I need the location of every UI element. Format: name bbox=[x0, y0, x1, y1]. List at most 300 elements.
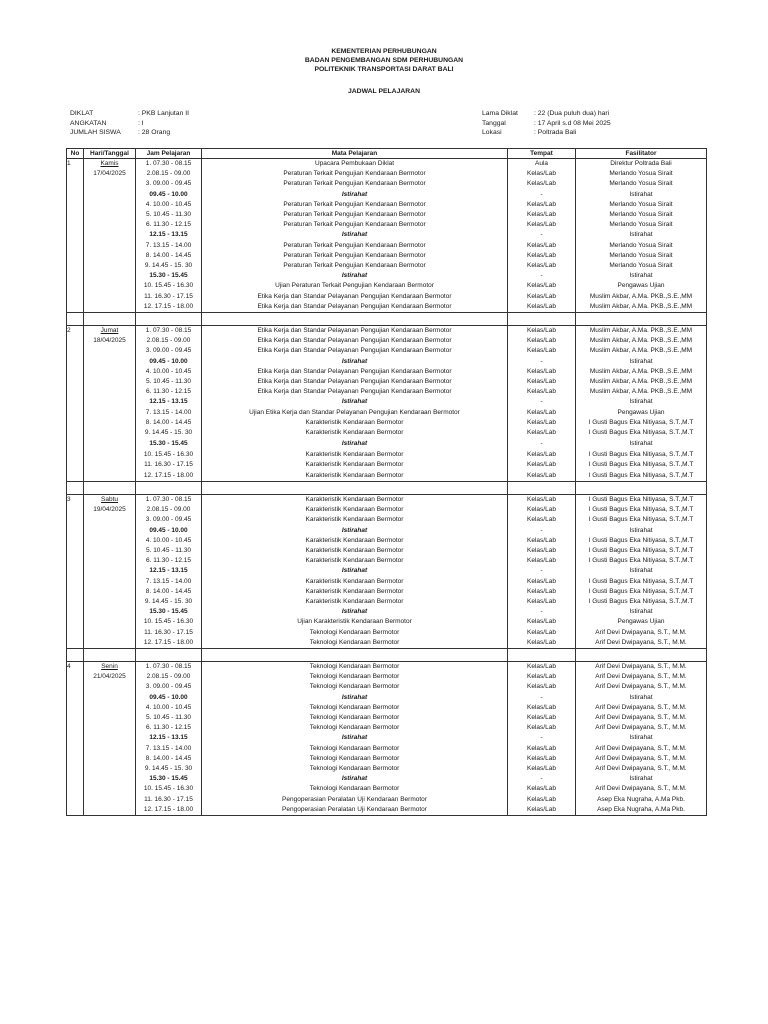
table-row bbox=[67, 713, 707, 723]
place-cell: - bbox=[508, 190, 576, 200]
facilitator-cell: Arif Devi Dwipayana, S.T., M.M. bbox=[576, 638, 707, 649]
table-row bbox=[67, 723, 707, 733]
table-row bbox=[67, 661, 707, 672]
time-cell: 7. 13.15 - 14.00 bbox=[136, 577, 202, 587]
day-number-cell bbox=[67, 744, 84, 754]
subject-cell: Teknologi Kendaraan Bermotor bbox=[202, 682, 508, 692]
table-row bbox=[67, 607, 707, 617]
day-number-cell bbox=[67, 693, 84, 703]
document-title: JADWAL PELAJARAN bbox=[347, 88, 420, 95]
day-number-cell: 1 bbox=[67, 159, 84, 170]
table-row bbox=[67, 733, 707, 743]
day-number-cell: 2 bbox=[67, 326, 84, 337]
day-date-cell bbox=[84, 190, 136, 200]
time-cell: 11. 16.30 - 17.15 bbox=[136, 292, 202, 302]
place-cell: Kelas/Lab bbox=[508, 672, 576, 682]
spacer-cell bbox=[508, 313, 576, 326]
table-row bbox=[67, 805, 707, 816]
place-cell: - bbox=[508, 357, 576, 367]
subject-cell: Karakteristik Kendaraan Bermotor bbox=[202, 556, 508, 566]
subject-cell: Teknologi Kendaraan Bermotor bbox=[202, 784, 508, 794]
day-date-cell bbox=[84, 450, 136, 460]
subject-cell: Istirahat bbox=[202, 271, 508, 281]
day-date-cell bbox=[84, 302, 136, 313]
facilitator-cell: I Gusti Bagus Eka Nitiyasa, S.T.,M.T bbox=[576, 505, 707, 515]
facilitator-cell: I Gusti Bagus Eka Nitiyasa, S.T.,M.T bbox=[576, 597, 707, 607]
day-date-cell bbox=[84, 220, 136, 230]
table-row bbox=[67, 438, 707, 450]
time-cell: 12.15 - 13.15 bbox=[136, 566, 202, 576]
table-row bbox=[67, 397, 707, 407]
subject-cell: Istirahat bbox=[202, 607, 508, 617]
day-date-cell bbox=[84, 764, 136, 774]
place-cell: Kelas/Lab bbox=[508, 210, 576, 220]
time-cell: 10. 15.45 - 16.30 bbox=[136, 281, 202, 291]
time-cell: 5. 10.45 - 11.30 bbox=[136, 713, 202, 723]
facilitator-cell: Istirahat bbox=[576, 190, 707, 200]
subject-cell: Istirahat bbox=[202, 693, 508, 703]
time-cell: 8. 14.00 - 14.45 bbox=[136, 754, 202, 764]
day-name: Jumat bbox=[100, 327, 119, 335]
meta-value: : Poltrada Bali bbox=[534, 129, 577, 136]
day-date-cell: 19/04/2025 bbox=[84, 505, 136, 515]
day-date-cell bbox=[84, 281, 136, 291]
place-cell: - bbox=[508, 607, 576, 617]
facilitator-cell: Muslim Akbar, A.Ma. PKB.,S.E.,MM bbox=[576, 326, 707, 337]
subject-cell: Karakteristik Kendaraan Bermotor bbox=[202, 418, 508, 428]
time-cell: 6. 11.30 - 12.15 bbox=[136, 556, 202, 566]
meta-label: JUMLAH SISWA bbox=[70, 129, 121, 136]
subject-cell: Teknologi Kendaraan Bermotor bbox=[202, 744, 508, 754]
time-cell: 6. 11.30 - 12.15 bbox=[136, 387, 202, 397]
place-cell: Kelas/Lab bbox=[508, 408, 576, 418]
column-header-subject: Mata Pelajaran bbox=[202, 149, 508, 159]
subject-cell: Etika Kerja dan Standar Pelayanan Pengujian Kendaraan Bermotor bbox=[202, 326, 508, 337]
day-number-cell: 4 bbox=[67, 661, 84, 672]
place-cell: Kelas/Lab bbox=[508, 795, 576, 805]
place-cell: Kelas/Lab bbox=[508, 471, 576, 482]
time-cell: 3. 09.00 - 09.45 bbox=[136, 346, 202, 356]
subject-cell: Karakteristik Kendaraan Bermotor bbox=[202, 546, 508, 556]
time-cell: 9. 14.45 - 15. 30 bbox=[136, 597, 202, 607]
day-date-cell bbox=[84, 661, 136, 672]
table-row bbox=[67, 230, 707, 240]
time-cell: 7. 13.15 - 14.00 bbox=[136, 744, 202, 754]
day-spacer-row bbox=[67, 313, 707, 326]
table-row bbox=[67, 784, 707, 794]
day-number-cell bbox=[67, 346, 84, 356]
place-cell: Kelas/Lab bbox=[508, 450, 576, 460]
spacer-cell bbox=[576, 648, 707, 661]
day-date-cell bbox=[84, 261, 136, 271]
day-date-cell bbox=[84, 326, 136, 337]
day-number-cell bbox=[67, 357, 84, 367]
day-number-cell bbox=[67, 546, 84, 556]
time-cell: 12. 17.15 - 18.00 bbox=[136, 638, 202, 649]
table-row bbox=[67, 292, 707, 302]
day-date-cell bbox=[84, 377, 136, 387]
spacer-cell bbox=[136, 313, 202, 326]
facilitator-cell: Istirahat bbox=[576, 693, 707, 703]
place-cell: Kelas/Lab bbox=[508, 805, 576, 816]
facilitator-cell: I Gusti Bagus Eka Nitiyasa, S.T.,M.T bbox=[576, 450, 707, 460]
time-cell: 6. 11.30 - 12.15 bbox=[136, 723, 202, 733]
day-date-cell bbox=[84, 408, 136, 418]
table-row bbox=[67, 754, 707, 764]
day-date-cell bbox=[84, 179, 136, 189]
day-number-cell bbox=[67, 367, 84, 377]
time-cell: 09.45 - 10.00 bbox=[136, 693, 202, 703]
place-cell: Kelas/Lab bbox=[508, 577, 576, 587]
meta-label: Lama Diklat bbox=[482, 110, 518, 117]
place-cell: Kelas/Lab bbox=[508, 703, 576, 713]
place-cell: Kelas/Lab bbox=[508, 302, 576, 313]
meta-label: ANGKATAN bbox=[70, 119, 107, 127]
subject-cell: Karakteristik Kendaraan Bermotor bbox=[202, 505, 508, 515]
subject-cell: Karakteristik Kendaraan Bermotor bbox=[202, 450, 508, 460]
place-cell: Kelas/Lab bbox=[508, 494, 576, 505]
place-cell: Kelas/Lab bbox=[508, 587, 576, 597]
day-date-cell bbox=[84, 271, 136, 281]
time-cell: 1. 07.30 - 08.15 bbox=[136, 159, 202, 170]
place-cell: Kelas/Lab bbox=[508, 169, 576, 179]
day-date-cell bbox=[84, 638, 136, 649]
facilitator-cell: Pengawas Ujian bbox=[576, 408, 707, 418]
subject-cell: Peraturan Terkait Pengujian Kendaraan Bermotor bbox=[202, 261, 508, 271]
place-cell: Kelas/Lab bbox=[508, 326, 576, 337]
place-cell: Kelas/Lab bbox=[508, 628, 576, 638]
subject-cell: Istirahat bbox=[202, 774, 508, 784]
column-header-day: Hari/Tanggal bbox=[84, 149, 136, 159]
facilitator-cell: Pengawas Ujian bbox=[576, 617, 707, 627]
time-cell: 8. 14.00 - 14.45 bbox=[136, 418, 202, 428]
table-row bbox=[67, 587, 707, 597]
place-cell: Kelas/Lab bbox=[508, 367, 576, 377]
time-cell: 12. 17.15 - 18.00 bbox=[136, 471, 202, 482]
subject-cell: Teknologi Kendaraan Bermotor bbox=[202, 764, 508, 774]
day-date-cell bbox=[84, 805, 136, 816]
place-cell: Kelas/Lab bbox=[508, 261, 576, 271]
table-row bbox=[67, 450, 707, 460]
spacer-cell bbox=[202, 481, 508, 494]
day-number-cell bbox=[67, 733, 84, 743]
time-cell: 1. 07.30 - 08.15 bbox=[136, 494, 202, 505]
day-number-cell bbox=[67, 241, 84, 251]
spacer-cell bbox=[136, 481, 202, 494]
spacer-cell bbox=[84, 313, 136, 326]
table-row bbox=[67, 159, 707, 170]
subject-cell: Karakteristik Kendaraan Bermotor bbox=[202, 587, 508, 597]
day-date-cell bbox=[84, 556, 136, 566]
place-cell: Kelas/Lab bbox=[508, 505, 576, 515]
day-date-cell bbox=[84, 546, 136, 556]
time-cell: 4. 10.00 - 10.45 bbox=[136, 200, 202, 210]
table-row bbox=[67, 200, 707, 210]
day-date-cell bbox=[84, 159, 136, 170]
facilitator-cell: I Gusti Bagus Eka Nitiyasa, S.T.,M.T bbox=[576, 556, 707, 566]
subject-cell: Ujian Peraturan Terkait Pengujian Kendaraan Bermotor bbox=[202, 281, 508, 291]
day-number-cell bbox=[67, 220, 84, 230]
day-number-cell bbox=[67, 418, 84, 428]
facilitator-cell: Merlando Yosua Sirait bbox=[576, 261, 707, 271]
table-row bbox=[67, 672, 707, 682]
day-number-cell bbox=[67, 556, 84, 566]
day-date-cell bbox=[84, 587, 136, 597]
place-cell: - bbox=[508, 271, 576, 281]
day-date-cell bbox=[84, 200, 136, 210]
subject-cell: Ujian Etika Kerja dan Standar Pelayanan Pengujian Kendaraan Bermotor bbox=[202, 408, 508, 418]
table-row bbox=[67, 693, 707, 703]
table-row bbox=[67, 336, 707, 346]
subject-cell: Teknologi Kendaraan Bermotor bbox=[202, 672, 508, 682]
facilitator-cell: Muslim Akbar, A.Ma. PKB.,S.E.,MM bbox=[576, 377, 707, 387]
day-number-cell bbox=[67, 302, 84, 313]
subject-cell: Istirahat bbox=[202, 397, 508, 407]
day-number-cell bbox=[67, 628, 84, 638]
table-row bbox=[67, 190, 707, 200]
time-cell: 9. 14.45 - 15. 30 bbox=[136, 764, 202, 774]
facilitator-cell: I Gusti Bagus Eka Nitiyasa, S.T.,M.T bbox=[576, 577, 707, 587]
place-cell: Kelas/Lab bbox=[508, 460, 576, 470]
place-cell: Kelas/Lab bbox=[508, 200, 576, 210]
facilitator-cell: Muslim Akbar, A.Ma. PKB.,S.E.,MM bbox=[576, 292, 707, 302]
facilitator-cell: Arif Devi Dwipayana, S.T., M.M. bbox=[576, 703, 707, 713]
table-row bbox=[67, 546, 707, 556]
meta-value: : 22 (Dua puluh dua) hari bbox=[534, 110, 610, 117]
spacer-cell bbox=[202, 313, 508, 326]
place-cell: Kelas/Lab bbox=[508, 251, 576, 261]
facilitator-cell: Arif Devi Dwipayana, S.T., M.M. bbox=[576, 784, 707, 794]
facilitator-cell: Arif Devi Dwipayana, S.T., M.M. bbox=[576, 744, 707, 754]
day-number-cell bbox=[67, 336, 84, 346]
day-date-cell bbox=[84, 241, 136, 251]
time-cell: 15.30 - 15.45 bbox=[136, 774, 202, 784]
table-row bbox=[67, 220, 707, 230]
table-row bbox=[67, 526, 707, 536]
day-number-cell bbox=[67, 471, 84, 482]
time-cell: 3. 09.00 - 09.45 bbox=[136, 179, 202, 189]
facilitator-cell: Muslim Akbar, A.Ma. PKB.,S.E.,MM bbox=[576, 346, 707, 356]
table-row bbox=[67, 577, 707, 587]
day-date-cell bbox=[84, 346, 136, 356]
subject-cell: Etika Kerja dan Standar Pelayanan Pengujian Kendaraan Bermotor bbox=[202, 346, 508, 356]
column-header-facilitator: Fasilitator bbox=[576, 149, 707, 159]
time-cell: 4. 10.00 - 10.45 bbox=[136, 367, 202, 377]
day-name: Sabtu bbox=[101, 495, 118, 503]
table-row bbox=[67, 764, 707, 774]
time-cell: 2.08.15 - 09.00 bbox=[136, 505, 202, 515]
day-number-cell bbox=[67, 597, 84, 607]
subject-cell: Peraturan Terkait Pengujian Kendaraan Bermotor bbox=[202, 220, 508, 230]
day-date-cell bbox=[84, 628, 136, 638]
day-number-cell bbox=[67, 179, 84, 189]
table-row bbox=[67, 617, 707, 627]
subject-cell: Etika Kerja dan Standar Pelayanan Pengujian Kendaraan Bermotor bbox=[202, 302, 508, 313]
table-row bbox=[67, 682, 707, 692]
day-date-cell bbox=[84, 460, 136, 470]
facilitator-cell: Istirahat bbox=[576, 607, 707, 617]
subject-cell: Etika Kerja dan Standar Pelayanan Pengujian Kendaraan Bermotor bbox=[202, 292, 508, 302]
day-date-cell bbox=[84, 713, 136, 723]
table-row bbox=[67, 387, 707, 397]
table-row bbox=[67, 179, 707, 189]
facilitator-cell: Arif Devi Dwipayana, S.T., M.M. bbox=[576, 682, 707, 692]
place-cell: Kelas/Lab bbox=[508, 281, 576, 291]
place-cell: Kelas/Lab bbox=[508, 661, 576, 672]
place-cell: Kelas/Lab bbox=[508, 346, 576, 356]
place-cell: Kelas/Lab bbox=[508, 515, 576, 525]
facilitator-cell: Istirahat bbox=[576, 357, 707, 367]
time-cell: 12.15 - 13.15 bbox=[136, 230, 202, 240]
place-cell: - bbox=[508, 397, 576, 407]
facilitator-cell: I Gusti Bagus Eka Nitiyasa, S.T.,M.T bbox=[576, 428, 707, 438]
place-cell: Aula bbox=[508, 159, 576, 170]
day-number-cell bbox=[67, 795, 84, 805]
subject-cell: Istirahat bbox=[202, 190, 508, 200]
time-cell: 12.15 - 13.15 bbox=[136, 733, 202, 743]
day-date-cell bbox=[84, 744, 136, 754]
day-number-cell bbox=[67, 713, 84, 723]
subject-cell: Etika Kerja dan Standar Pelayanan Pengujian Kendaraan Bermotor bbox=[202, 377, 508, 387]
day-date-cell bbox=[84, 526, 136, 536]
spacer-cell bbox=[508, 481, 576, 494]
facilitator-cell: Istirahat bbox=[576, 438, 707, 450]
subject-cell: Etika Kerja dan Standar Pelayanan Pengujian Kendaraan Bermotor bbox=[202, 336, 508, 346]
facilitator-cell: Asep Eka Nugraha, A.Ma Pkb. bbox=[576, 795, 707, 805]
day-date-cell bbox=[84, 471, 136, 482]
subject-cell: Karakteristik Kendaraan Bermotor bbox=[202, 494, 508, 505]
facilitator-cell: Istirahat bbox=[576, 774, 707, 784]
place-cell: Kelas/Lab bbox=[508, 764, 576, 774]
place-cell: Kelas/Lab bbox=[508, 292, 576, 302]
time-cell: 10. 15.45 - 16.30 bbox=[136, 450, 202, 460]
day-number-cell bbox=[67, 784, 84, 794]
day-number-cell bbox=[67, 387, 84, 397]
day-date-cell: 17/04/2025 bbox=[84, 169, 136, 179]
subject-cell: Istirahat bbox=[202, 438, 508, 450]
table-row bbox=[67, 556, 707, 566]
facilitator-cell: Merlando Yosua Sirait bbox=[576, 179, 707, 189]
meta-value: : PKB Lanjutan II bbox=[138, 110, 190, 117]
facilitator-cell: I Gusti Bagus Eka Nitiyasa, S.T.,M.T bbox=[576, 494, 707, 505]
schedule-table bbox=[66, 148, 707, 816]
day-number-cell bbox=[67, 774, 84, 784]
day-spacer-row bbox=[67, 481, 707, 494]
subject-cell: Teknologi Kendaraan Bermotor bbox=[202, 754, 508, 764]
spacer-cell bbox=[576, 481, 707, 494]
day-date-cell bbox=[84, 515, 136, 525]
column-header-no: No bbox=[67, 149, 84, 159]
time-cell: 8. 14.00 - 14.45 bbox=[136, 587, 202, 597]
column-header-time: Jam Pelajaran bbox=[136, 149, 202, 159]
table-row bbox=[67, 210, 707, 220]
subject-cell: Karakteristik Kendaraan Bermotor bbox=[202, 471, 508, 482]
place-cell: Kelas/Lab bbox=[508, 377, 576, 387]
day-number-cell bbox=[67, 460, 84, 470]
table-row bbox=[67, 471, 707, 482]
day-date-cell bbox=[84, 357, 136, 367]
time-cell: 7. 13.15 - 14.00 bbox=[136, 241, 202, 251]
table-row bbox=[67, 169, 707, 179]
day-date-cell bbox=[84, 251, 136, 261]
subject-cell: Istirahat bbox=[202, 566, 508, 576]
day-number-cell bbox=[67, 505, 84, 515]
spacer-cell bbox=[508, 648, 576, 661]
day-number-cell bbox=[67, 397, 84, 407]
subject-cell: Karakteristik Kendaraan Bermotor bbox=[202, 536, 508, 546]
day-date-cell: 18/04/2025 bbox=[84, 336, 136, 346]
day-number-cell: 3 bbox=[67, 494, 84, 505]
day-number-cell bbox=[67, 251, 84, 261]
day-number-cell bbox=[67, 805, 84, 816]
subject-cell: Upacara Pembukaan Diklat bbox=[202, 159, 508, 170]
place-cell: Kelas/Lab bbox=[508, 241, 576, 251]
table-row bbox=[67, 271, 707, 281]
subject-cell: Pengoperasian Peralatan Uji Kendaraan Bermotor bbox=[202, 805, 508, 816]
facilitator-cell: I Gusti Bagus Eka Nitiyasa, S.T.,M.T bbox=[576, 460, 707, 470]
facilitator-cell: Muslim Akbar, A.Ma. PKB.,S.E.,MM bbox=[576, 336, 707, 346]
time-cell: 11. 16.30 - 17.15 bbox=[136, 628, 202, 638]
place-cell: - bbox=[508, 566, 576, 576]
facilitator-cell: Merlando Yosua Sirait bbox=[576, 241, 707, 251]
subject-cell: Peraturan Terkait Pengujian Kendaraan Bermotor bbox=[202, 200, 508, 210]
place-cell: Kelas/Lab bbox=[508, 754, 576, 764]
day-date-cell bbox=[84, 733, 136, 743]
day-number-cell bbox=[67, 169, 84, 179]
time-cell: 15.30 - 15.45 bbox=[136, 607, 202, 617]
place-cell: - bbox=[508, 774, 576, 784]
facilitator-cell: Istirahat bbox=[576, 526, 707, 536]
facilitator-cell: Pengawas Ujian bbox=[576, 281, 707, 291]
time-cell: 3. 09.00 - 09.45 bbox=[136, 682, 202, 692]
day-number-cell bbox=[67, 577, 84, 587]
subject-cell: Peraturan Terkait Pengujian Kendaraan Bermotor bbox=[202, 241, 508, 251]
day-date-cell bbox=[84, 693, 136, 703]
subject-cell: Etika Kerja dan Standar Pelayanan Pengujian Kendaraan Bermotor bbox=[202, 367, 508, 377]
table-row bbox=[67, 241, 707, 251]
time-cell: 10. 15.45 - 16.30 bbox=[136, 784, 202, 794]
day-date-cell bbox=[84, 723, 136, 733]
time-cell: 3. 09.00 - 09.45 bbox=[136, 515, 202, 525]
subject-cell: Teknologi Kendaraan Bermotor bbox=[202, 703, 508, 713]
day-number-cell bbox=[67, 515, 84, 525]
subject-cell: Istirahat bbox=[202, 733, 508, 743]
place-cell: Kelas/Lab bbox=[508, 220, 576, 230]
day-date-cell bbox=[84, 438, 136, 450]
facilitator-cell: Merlando Yosua Sirait bbox=[576, 169, 707, 179]
day-date-cell bbox=[84, 784, 136, 794]
day-number-cell bbox=[67, 754, 84, 764]
facilitator-cell: Merlando Yosua Sirait bbox=[576, 200, 707, 210]
time-cell: 4. 10.00 - 10.45 bbox=[136, 703, 202, 713]
day-number-cell bbox=[67, 764, 84, 774]
place-cell: Kelas/Lab bbox=[508, 179, 576, 189]
day-date-cell bbox=[84, 230, 136, 240]
facilitator-cell: Arif Devi Dwipayana, S.T., M.M. bbox=[576, 713, 707, 723]
meta-label: Lokasi bbox=[482, 129, 502, 136]
facilitator-cell: Arif Devi Dwipayana, S.T., M.M. bbox=[576, 628, 707, 638]
time-cell: 6. 11.30 - 12.15 bbox=[136, 220, 202, 230]
day-date-cell bbox=[84, 210, 136, 220]
meta-label: DIKLAT bbox=[70, 110, 94, 117]
day-number-cell bbox=[67, 261, 84, 271]
time-cell: 4. 10.00 - 10.45 bbox=[136, 536, 202, 546]
table-row bbox=[67, 302, 707, 313]
place-cell: Kelas/Lab bbox=[508, 418, 576, 428]
time-cell: 5. 10.45 - 11.30 bbox=[136, 377, 202, 387]
day-number-cell bbox=[67, 672, 84, 682]
day-date-cell bbox=[84, 607, 136, 617]
